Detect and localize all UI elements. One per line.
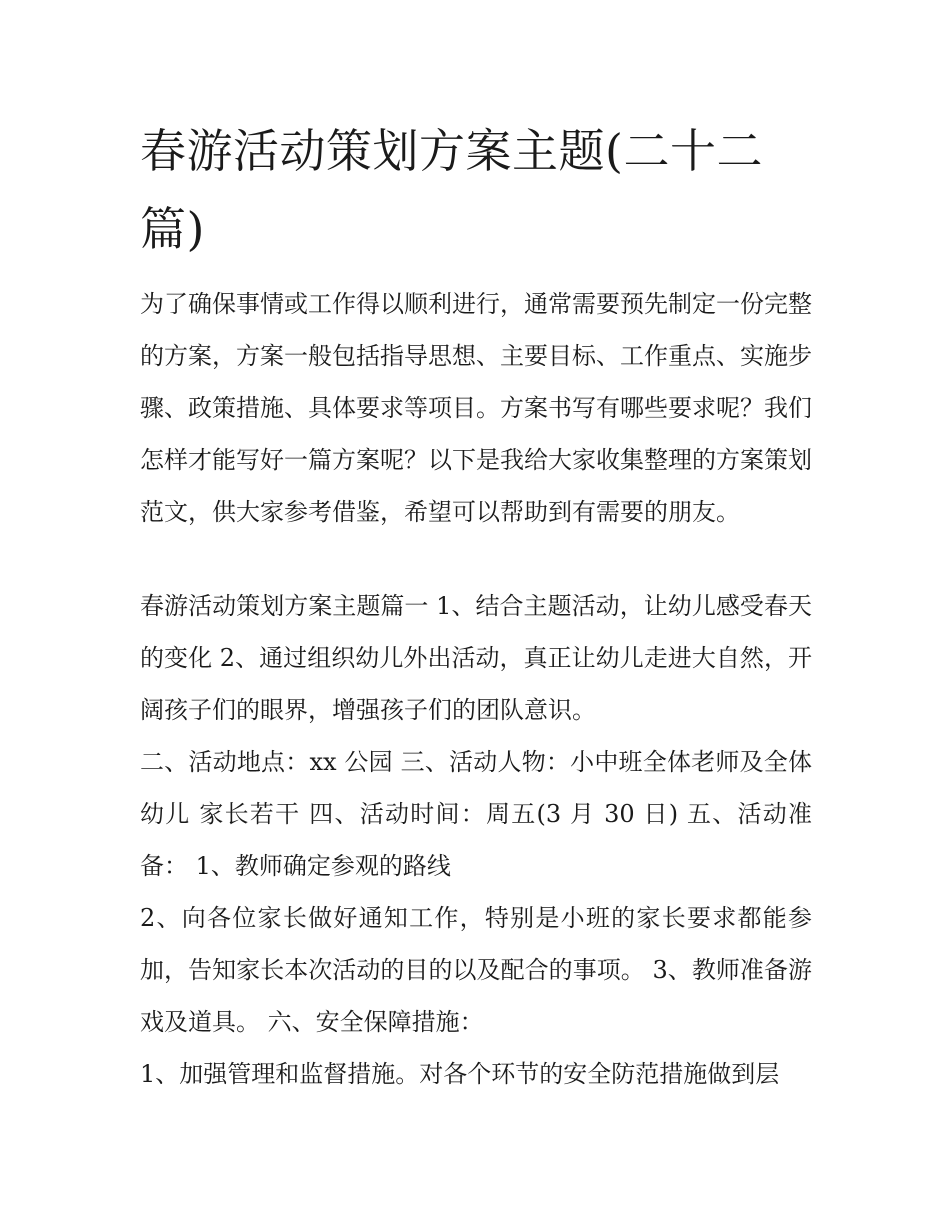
preparation-paragraph: 2、向各位家长做好通知工作，特别是小班的家长要求都能参加，告知家长本次活动的目的以及配合的事项。 3、教师准备游戏及道具。 六、安全保障措施： — [140, 904, 812, 1036]
safety-measures-paragraph: 1、加强管理和监督措施。对各个环节的安全防范措施做到层 — [140, 1060, 780, 1088]
activity-details-paragraph: 二、活动地点：xx 公园 三、活动人物：小中班全体老师及全体幼儿 家长若干 四、活动时间：周五(3 月 30 日) 五、活动准备： 1、教师确定参观的路线 — [140, 748, 812, 880]
intro-paragraph: 为了确保事情或工作得以顺利进行，通常需要预先制定一份完整的方案，方案一般包括指导思想、主要目标、工作重点、实施步骤、政策措施、具体要求等项目。方案书写有哪些要求呢？我们怎样才能写好一篇方案呢？以下是我给大家收集整理的方案策划范文，供大家参考借鉴，希望可以帮助到有需要的朋友。 — [140, 290, 812, 526]
document-title: 春游活动策划方案主题(二十二篇) — [140, 124, 763, 256]
section-one-paragraph: 春游活动策划方案主题篇一 1、结合主题活动，让幼儿感受春天的变化 2、通过组织幼儿外出活动，真正让幼儿走进大自然，开阔孩子们的眼界，增强孩子们的团队意识。 — [140, 592, 812, 724]
